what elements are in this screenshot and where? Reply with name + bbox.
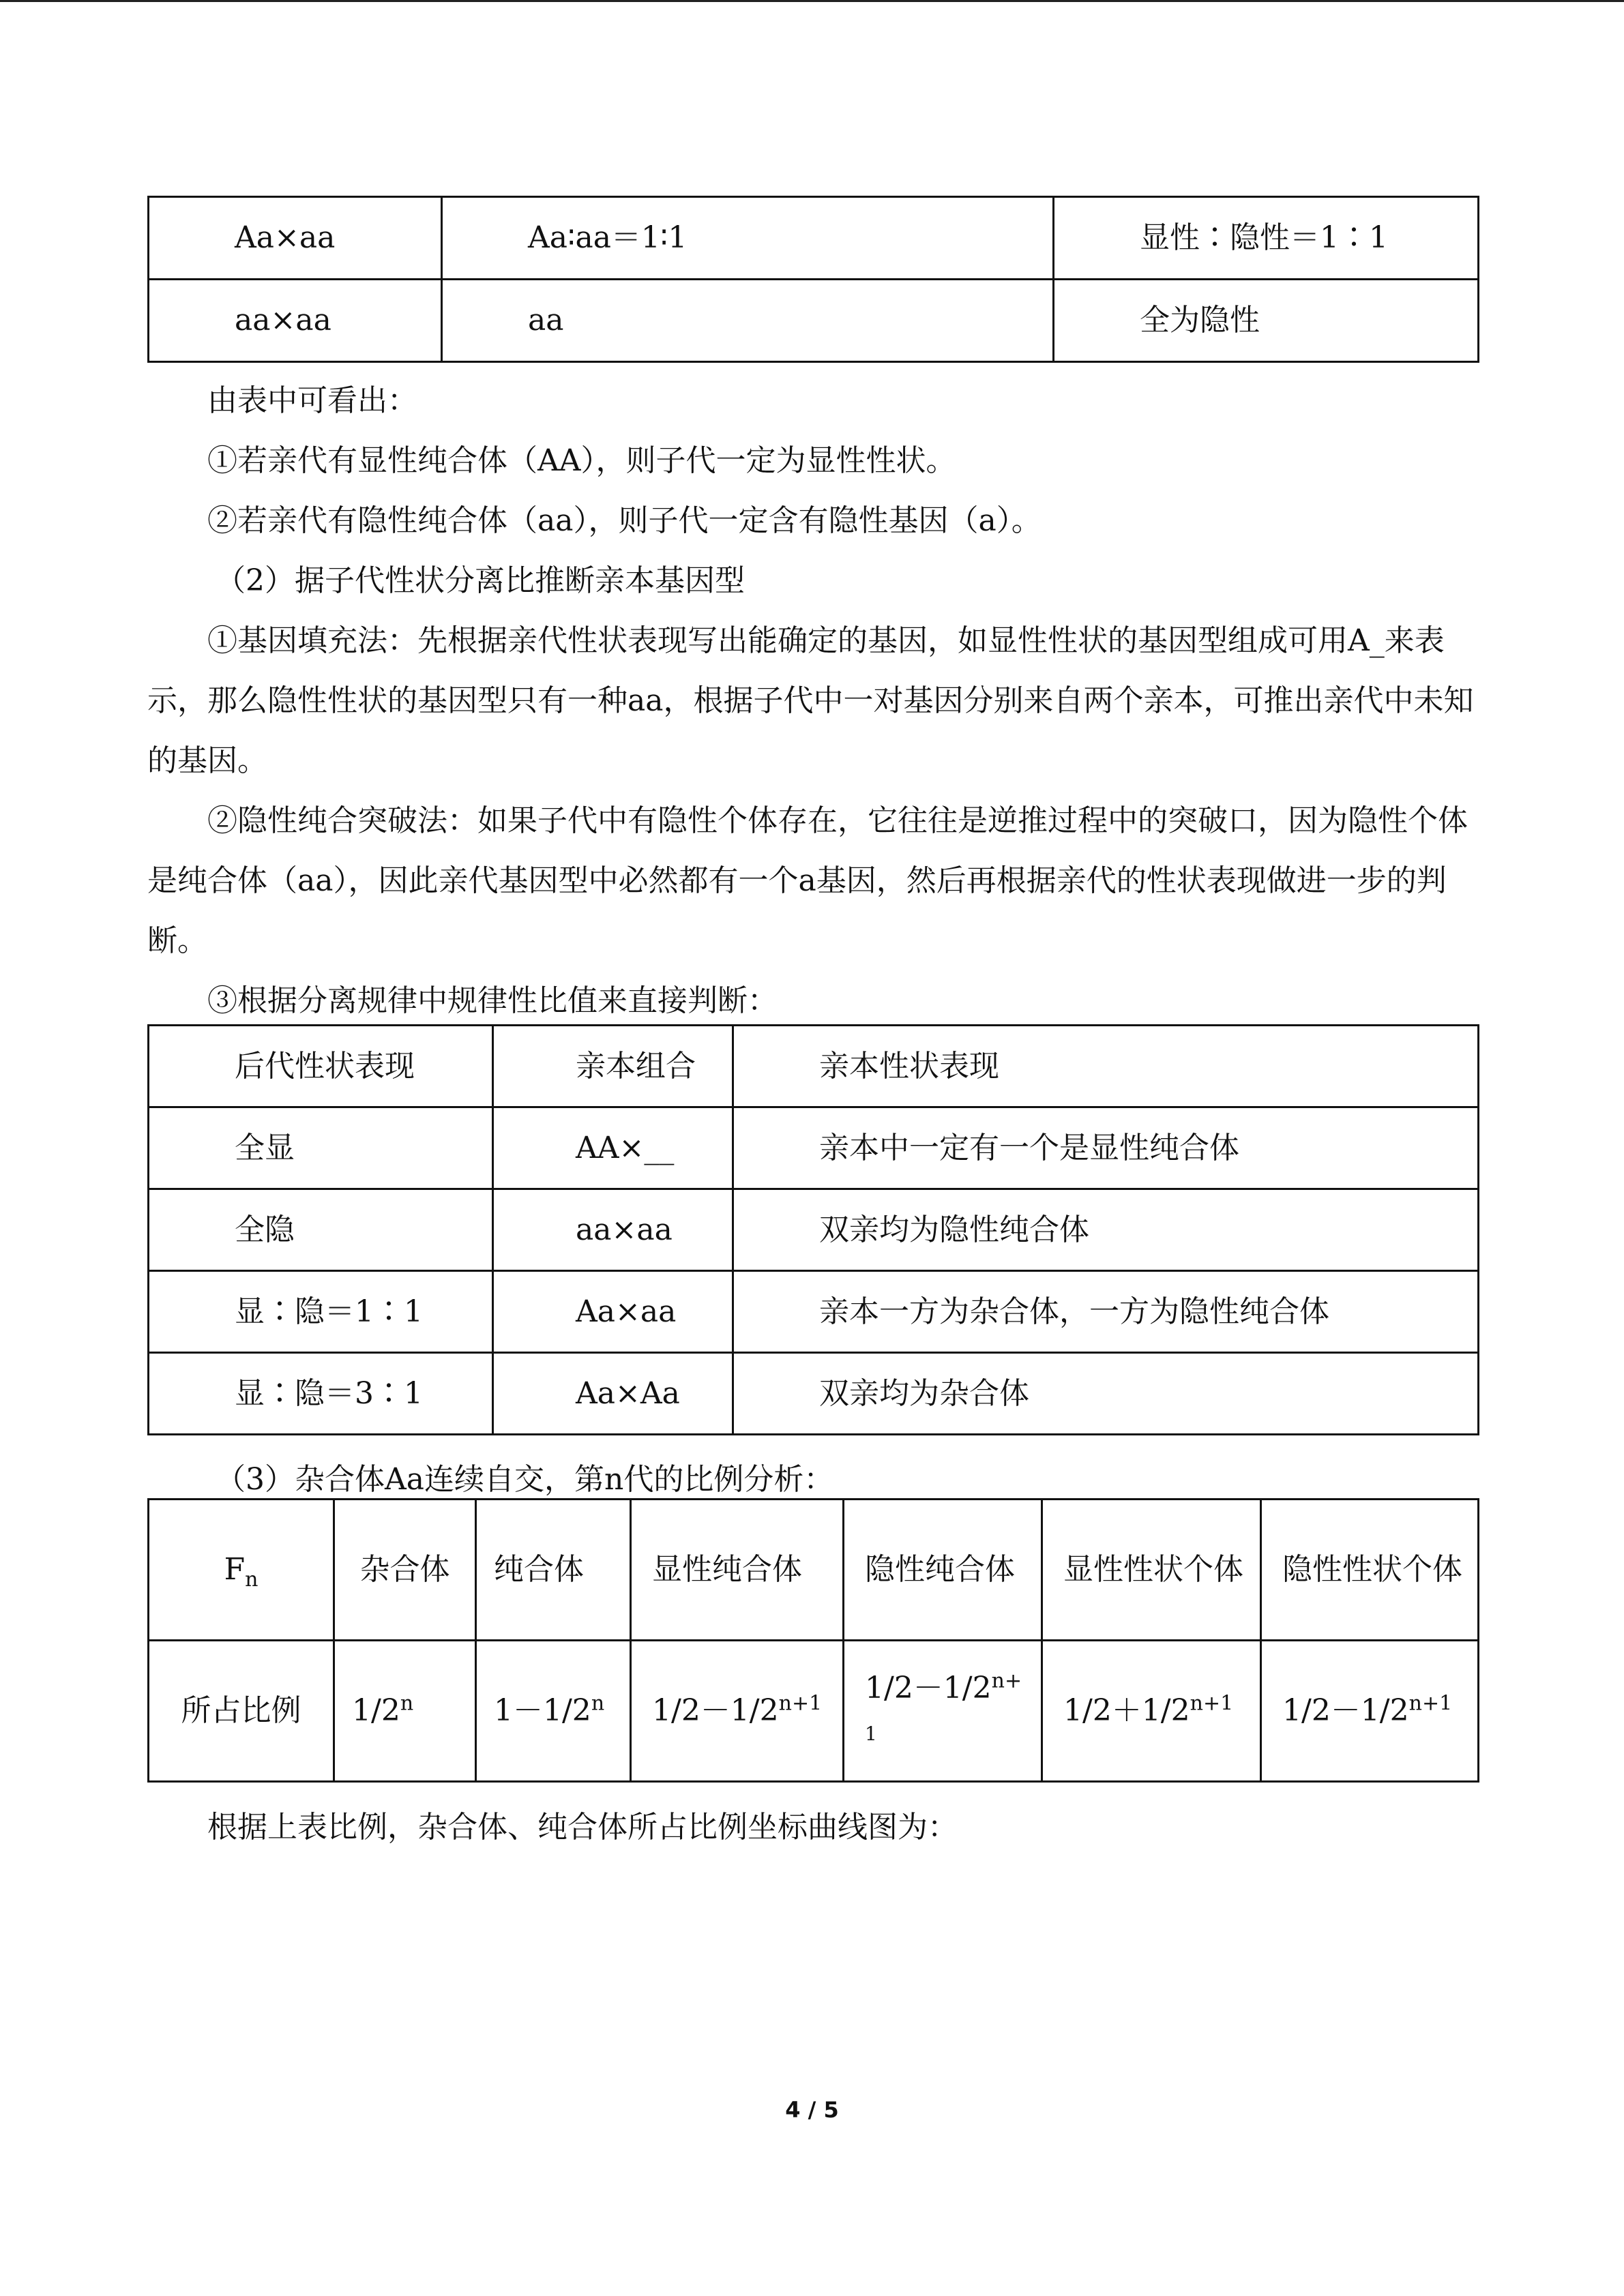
selfing-ratio-table [147, 1498, 1479, 1783]
section-heading: （3）杂合体Aa连续自交，第n代的比例分析： [216, 1462, 834, 1497]
section-heading: （2）据子代性状分离比推断亲本基因型 [216, 563, 745, 598]
table-cell: 亲本中一定有一个是显性纯合体 [733, 1107, 1479, 1189]
paragraph: ①若亲代有显性纯合体（AA），则子代一定为显性性状。 [207, 443, 956, 478]
table-cell: 显∶隐＝1∶1 [149, 1271, 493, 1353]
table-header-cell: 纯合体 [476, 1500, 631, 1641]
table-cell: 显∶隐＝3∶1 [149, 1353, 493, 1435]
table-cell: aa×aa [493, 1189, 733, 1271]
ratio-exponent: n+1 [1190, 1691, 1234, 1716]
cross-result-table [147, 196, 1479, 363]
ratio-base: 1－1/2 [494, 1693, 591, 1728]
table-header-cell: 显性性状个体 [1042, 1500, 1261, 1641]
table-cell [334, 1641, 476, 1782]
ratio-exponent: n [591, 1691, 605, 1716]
table-cell: 双亲均为隐性纯合体 [733, 1189, 1479, 1271]
ratio-exponent-wrap: 1 [865, 1722, 877, 1745]
ratio-exponent: n+1 [778, 1691, 823, 1716]
paragraph: 由表中可看出： [207, 383, 417, 418]
table-cell: Aa×Aa [493, 1353, 733, 1435]
page-number: 4 / 5 [785, 2097, 839, 2123]
paragraph: ②隐性纯合突破法：如果子代中有隐性个体存在，它往往是逆推过程中的突破口，因为隐性个体是纯合体（aa），因此亲代基因型中必然都有一个a基因，然后再根据亲代的性状表现做进一步的判断。 [147, 803, 1468, 958]
table-cell: 全为隐性 [1054, 280, 1479, 362]
paragraph: ①基因填充法：先根据亲代性状表现写出能确定的基因，如显性性状的基因型组成可用A_来表示，那么隐性性状的基因型只有一种aa，根据子代中一对基因分别来自两个亲本，可推出亲代中未知的基因。 [147, 623, 1474, 778]
fn-label: F [224, 1552, 246, 1587]
table-header-cell: 亲本性状表现 [733, 1026, 1479, 1107]
table-row [149, 1641, 1479, 1782]
table-header-cell: 隐性纯合体 [844, 1500, 1042, 1641]
table-cell: aa [442, 280, 1054, 362]
table-header-row [149, 1500, 1479, 1641]
fn-subscript: n [245, 1567, 259, 1592]
paragraph: 根据上表比例，杂合体、纯合体所占比例坐标曲线图为： [207, 1810, 958, 1845]
table-cell: Aa×aa [493, 1271, 733, 1353]
table-header-cell: 隐性性状个体 [1261, 1500, 1479, 1641]
ratio-base: 1/2－1/2 [652, 1693, 779, 1728]
table-cell [631, 1641, 844, 1782]
table-cell [844, 1641, 1042, 1782]
table-row [149, 280, 1479, 362]
table-row [149, 197, 1479, 280]
table-header-row [149, 1026, 1479, 1107]
table-row [149, 1189, 1479, 1271]
table-header-cell: 后代性状表现 [149, 1026, 493, 1107]
table-cell [1261, 1641, 1479, 1782]
ratio-base: 1/2＋1/2 [1063, 1693, 1190, 1728]
table-cell [476, 1641, 631, 1782]
ratio-exponent: n+1 [1408, 1691, 1453, 1716]
table-header-cell: 显性纯合体 [631, 1500, 844, 1641]
table-row [149, 1107, 1479, 1189]
table-row [149, 1271, 1479, 1353]
table-header-cell: 杂合体 [334, 1500, 476, 1641]
paragraph: ③根据分离规律中规律性比值来直接判断： [207, 983, 778, 1018]
table-cell: 双亲均为杂合体 [733, 1353, 1479, 1435]
table-cell: AA×__ [493, 1107, 733, 1189]
table-cell [1042, 1641, 1261, 1782]
ratio-judgement-table [147, 1024, 1479, 1435]
table-cell: 显性∶隐性＝1∶1 [1054, 197, 1479, 280]
table-cell: aa×aa [149, 280, 442, 362]
top-border-line [0, 0, 1624, 2]
ratio-exponent: n [400, 1691, 414, 1716]
ratio-base: 1/2－1/2 [1282, 1693, 1409, 1728]
table-cell: 全隐 [149, 1189, 493, 1271]
table-row [149, 1353, 1479, 1435]
ratio-base: 1/2 [352, 1693, 400, 1728]
table-cell: 所占比例 [149, 1641, 334, 1782]
table-cell: Aa×aa [149, 197, 442, 280]
table-header-cell: 亲本组合 [493, 1026, 733, 1107]
table-header-cell [149, 1500, 334, 1641]
table-cell: 全显 [149, 1107, 493, 1189]
ratio-exponent: n+ [991, 1668, 1022, 1693]
ratio-base: 1/2－1/2 [865, 1670, 992, 1705]
paragraph: ②若亲代有隐性纯合体（aa），则子代一定含有隐性基因（a）。 [207, 503, 1042, 538]
table-cell: 亲本一方为杂合体，一方为隐性纯合体 [733, 1271, 1479, 1353]
table-cell: Aa∶aa＝1∶1 [442, 197, 1054, 280]
